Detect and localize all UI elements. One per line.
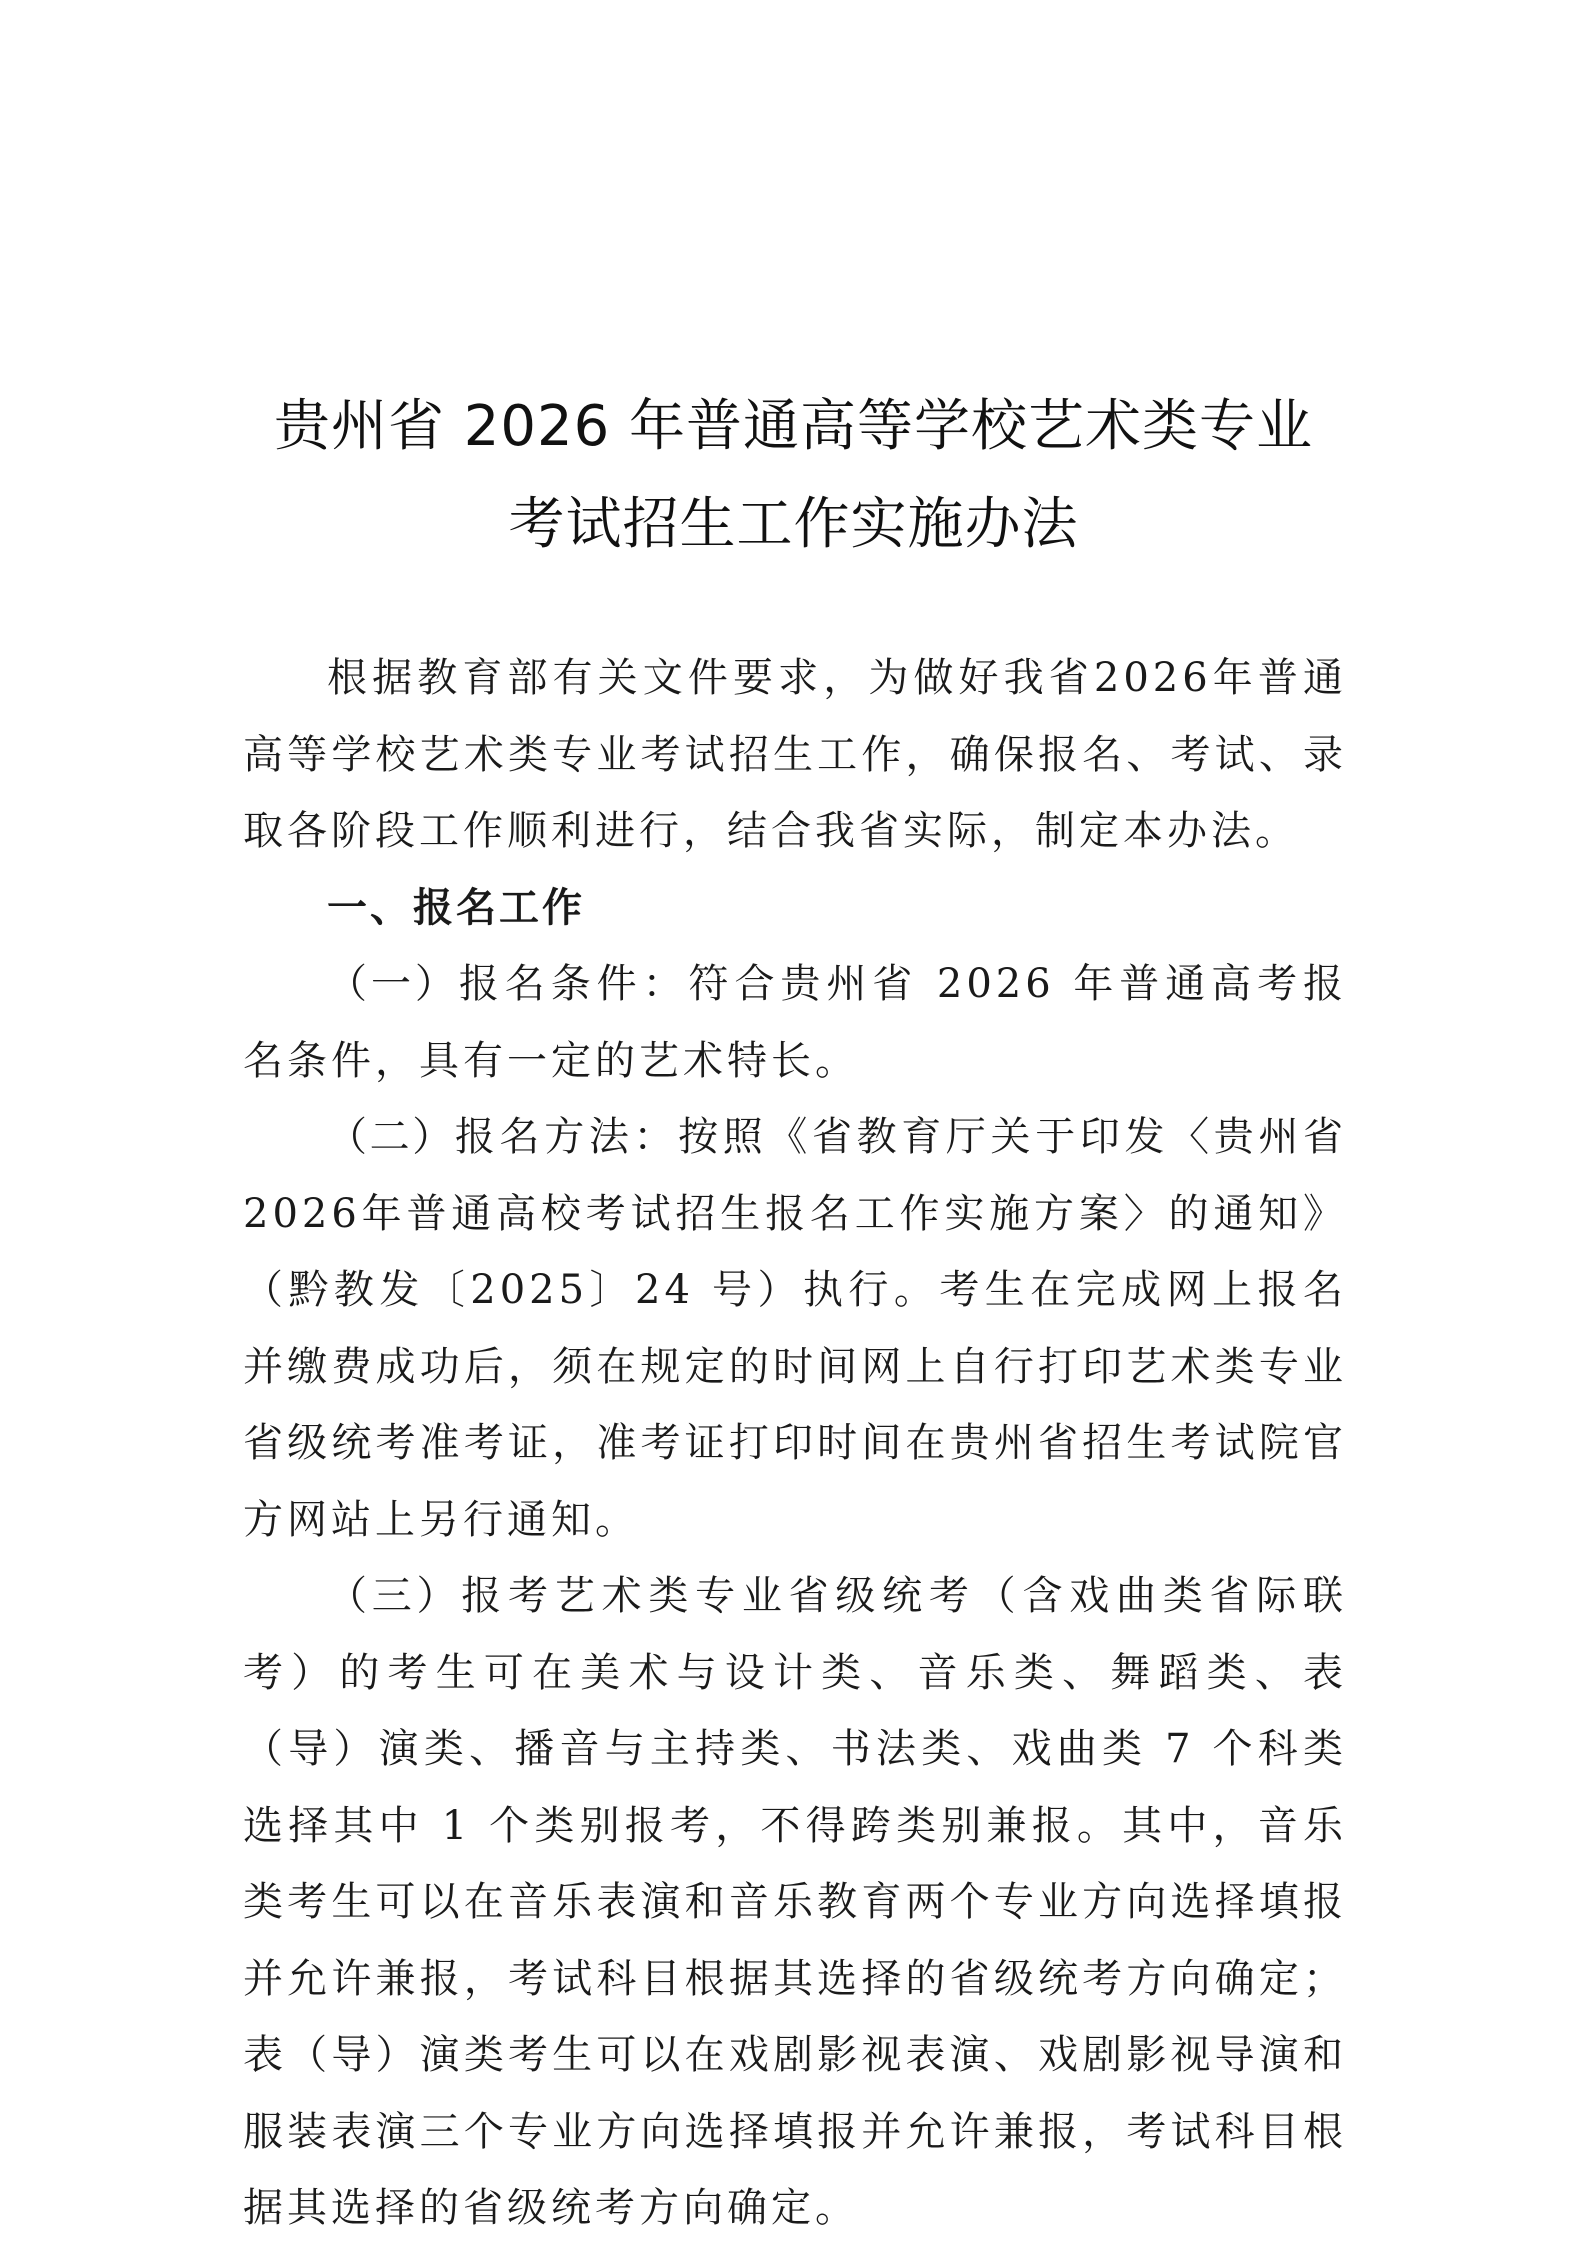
title-line-1: 贵州省 2026 年普通高等学校艺术类专业	[273, 394, 1314, 459]
paragraph-registration-method	[243, 1099, 1347, 1558]
item-text-1: 报名条件：符合贵州省 2026 年普通高考报名条件，具有一定的艺术特长。	[243, 961, 1348, 1084]
document-body	[243, 640, 1347, 2247]
section-heading-registration: 一、报名工作	[327, 884, 585, 931]
paragraph-exam-categories	[243, 1558, 1347, 2247]
item-text-2: 报名方法：按照《省教育厅关于印发〈贵州省 2026年普通高校考试招生报名工作实施方案〉的通知》（黔教发〔2025〕24 号）执行。考生在完成网上报名并缴费成功后，须在规定的时间网上自行打印艺术类专业省级统考准考证，准考证打印时间在贵州省招生考试院官方网站上另行通知。	[243, 1114, 1348, 1543]
item-label-3: （三）	[327, 1573, 462, 1619]
item-label-1: （一）	[327, 961, 459, 1007]
item-text-3: 报考艺术类专业省级统考（含戏曲类省际联考）的考生可在美术与设计类、音乐类、舞蹈类、表（导）演类、播音与主持类、书法类、戏曲类 7 个科类选择其中 1 个类别报考，不得跨类别兼报。其中，音乐类考生可以在音乐表演和音乐教育两个专业方向选择填报并允许兼报，考试科目根据其选择的省级统考方向确定；表（导）演类考生可以在戏剧影视表演、戏剧影视导演和服装表演三个专业方向选择填报并允许兼报，考试科目根据其选择的省级统考方向确定。	[243, 1573, 1348, 2231]
intro-paragraph: 根据教育部有关文件要求，为做好我省2026年普通高等学校艺术类专业考试招生工作，确保报名、考试、录取各阶段工作顺利进行，结合我省实际，制定本办法。	[243, 655, 1347, 854]
item-label-2: （二）	[327, 1114, 455, 1160]
document-title	[0, 378, 1587, 574]
title-line-2: 考试招生工作实施办法	[508, 492, 1079, 557]
paragraph-registration-conditions	[243, 946, 1347, 1099]
